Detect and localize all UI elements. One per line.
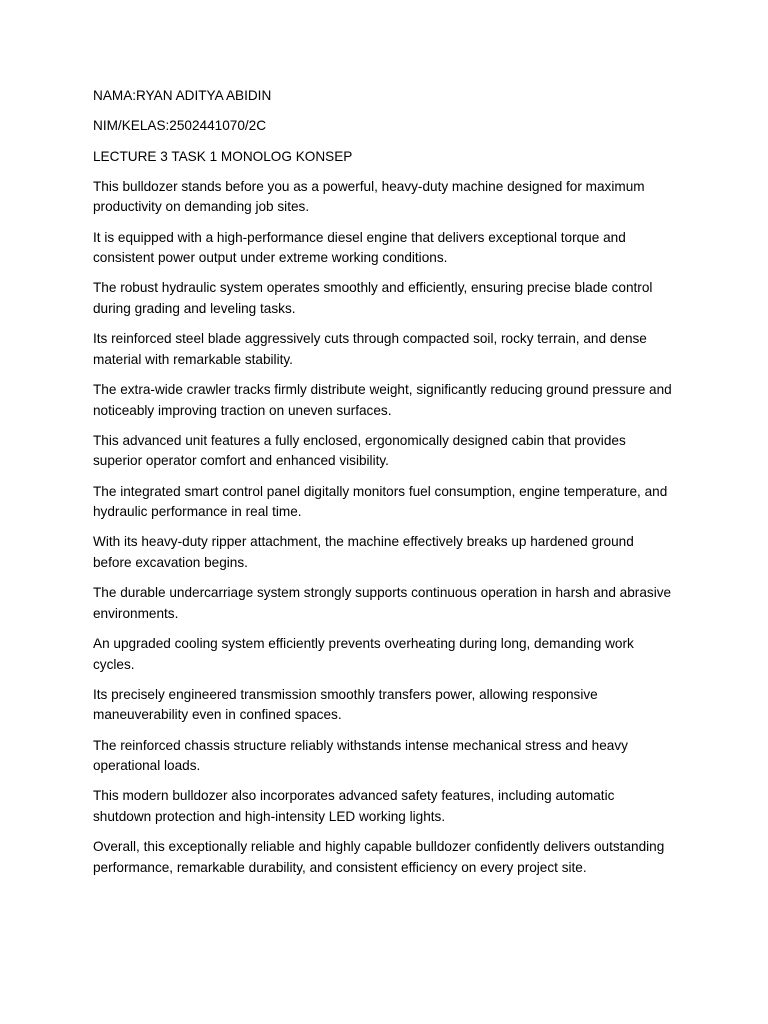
- paragraph-1: This bulldozer stands before you as a powerful, heavy-duty machine designed for maximum productivity on demanding job sites.: [93, 178, 645, 215]
- paragraph-13: This modern bulldozer also incorporates advanced safety features, including automatic shutdown protection and high-intensity LED working lights.: [93, 788, 615, 824]
- paragraph-2: It is equipped with a high-performance diesel engine that delivers exceptional torque and consistent power output under extreme working conditions.: [93, 229, 626, 266]
- student-name-line: NAMA:RYAN ADITYA ABIDIN: [93, 88, 272, 103]
- paragraph-9: The durable undercarriage system strongly supports continuous operation in harsh and abrasive environments.: [93, 585, 672, 621]
- paragraph-5: The extra-wide crawler tracks firmly distribute weight, significantly reducing ground pressure and noticeably improving traction on uneven surfaces.: [93, 382, 672, 418]
- paragraph-14: Overall, this exceptionally reliable and highly capable bulldozer confidently delivers outstanding performance, remarkable durability, and consistent efficiency on every project site.: [93, 839, 665, 875]
- paragraph-4: Its reinforced steel blade aggressively cuts through compacted soil, rocky terrain, and dense material with remarkable stability.: [93, 331, 647, 367]
- paragraph-11: Its precisely engineered transmission smoothly transfers power, allowing responsive maneuverability even in confined spaces.: [93, 686, 598, 723]
- paragraph-7: The integrated smart control panel digitally monitors fuel consumption, engine temperature, and hydraulic performance in real time.: [93, 483, 668, 520]
- paragraph-6: This advanced unit features a fully enclosed, ergonomically designed cabin that provides superior operator comfort and enhanced visibility.: [93, 432, 626, 469]
- paragraph-10: An upgraded cooling system efficiently prevents overheating during long, demanding work cycles.: [93, 636, 634, 672]
- assignment-title-line: LECTURE 3 TASK 1 MONOLOG KONSEP: [93, 148, 353, 164]
- paragraph-3: The robust hydraulic system operates smoothly and efficiently, ensuring precise blade control during grading and leveling tasks.: [93, 280, 653, 316]
- paragraph-12: The reinforced chassis structure reliably withstands intense mechanical stress and heavy operational loads.: [93, 737, 628, 774]
- student-id-class-line: NIM/KELAS:2502441070/2C: [93, 118, 267, 134]
- paragraph-8: With its heavy-duty ripper attachment, the machine effectively breaks up hardened ground before excavation begins.: [93, 534, 634, 570]
